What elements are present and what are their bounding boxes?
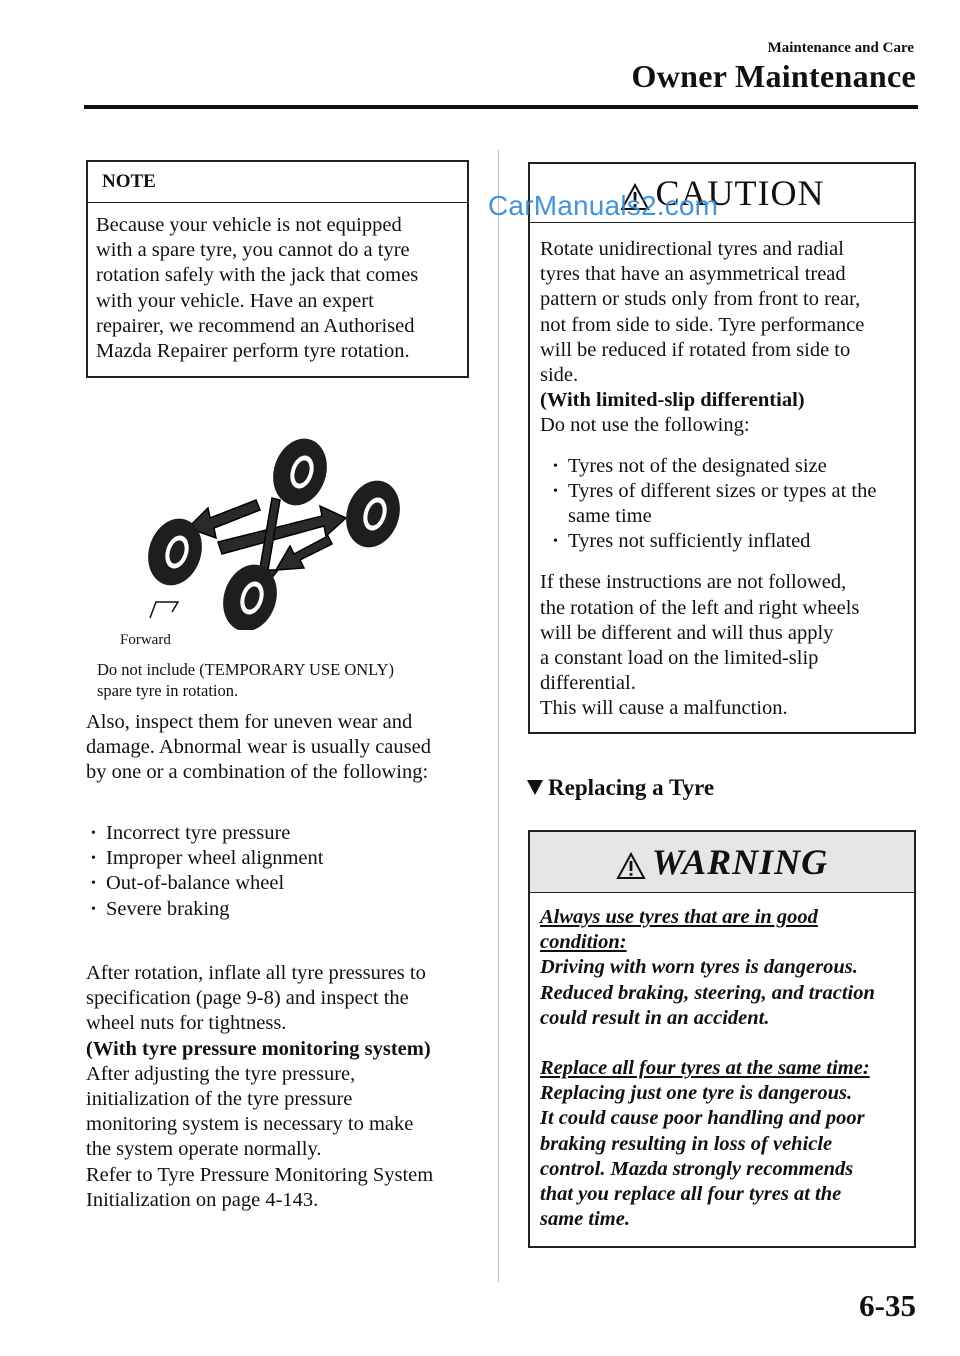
text-line: the rotation of the left and right wheels [540,596,860,619]
text-line: This will cause a malfunction. [540,697,788,720]
text-line: tyres that have an asymmetrical tread [540,263,846,286]
note-text [88,203,467,364]
note-label: NOTE [88,162,467,203]
list-item: • Out-of-balance wheel [86,871,323,896]
list-item-text: same time [568,505,652,528]
text-line: a constant load on the limited-slip [540,647,819,670]
text-line: Driving with worn tyres is dangerous. [540,956,858,979]
wear-causes-list [86,821,323,922]
after-rotation-text [86,961,433,1213]
text-line: could result in an accident. [540,1006,770,1029]
list-item: • Incorrect tyre pressure [86,821,323,846]
text-line: the system operate normally. [86,1138,322,1161]
tyre-rotation-illustration [110,430,410,630]
inspection-intro [86,710,431,786]
tyre-rear-right-icon [338,474,408,555]
caution-list [540,454,904,555]
column-divider [498,150,499,1282]
note-line: rotation safely with the jack that comes [96,264,419,287]
warning-title: WARNING [651,842,829,882]
text-line: side. [540,364,579,387]
note-box [86,160,469,378]
text-line: If these instructions are not followed, [540,571,847,594]
watermark: CarManuals2.com [488,190,719,221]
text-line: After rotation, inflate all tyre pressures to [86,962,426,984]
note-line: with a spare tyre, you cannot do a tyre [96,239,410,262]
caution-box [528,162,916,734]
tyre-rear-left-icon [215,558,285,630]
list-item: • Tyres not sufficiently inflated [548,529,904,554]
caution-body [530,223,914,722]
caption-line: Do not include (TEMPORARY USE ONLY) [97,660,395,679]
text-line: Refer to Tyre Pressure Monitoring System [86,1163,434,1186]
triangle-down-icon [526,778,544,796]
text-line: It could cause poor handling and poor [540,1107,865,1130]
page-title: Owner Maintenance [631,58,916,94]
text-line: monitoring system is necessary to make [86,1113,414,1136]
list-item-text: Tyres of different sizes or types at the [568,479,877,502]
text-line: Initialization on page 4-143. [86,1188,319,1211]
warning-body [530,893,914,1232]
tpms-heading: (With tyre pressure monitoring system) [86,1037,431,1060]
section-heading-text: Replacing a Tyre [548,775,715,800]
forward-label: Forward [120,632,171,648]
text-line: wheel nuts for tightness. [86,1012,287,1035]
list-item [548,479,904,529]
list-item: • Improper wheel alignment [86,846,323,871]
note-line: repairer, we recommend an Authorised [96,314,415,337]
page-number: 6-35 [859,1288,916,1323]
warning-subhead: Always use tyres that are in good [540,906,818,928]
text-line: initialization of the tyre pressure [86,1088,353,1111]
text-line: will be reduced if rotated from side to [540,338,851,361]
text-line: Reduced braking, steering, and traction [540,981,875,1004]
text-line: damage. Abnormal wear is usually caused [86,736,431,759]
section-heading [526,775,714,801]
note-line: Mazda Repairer perform tyre rotation. [96,340,410,363]
caption-line: spare tyre in rotation. [97,681,239,700]
text-line: specification (page 9-8) and inspect the [86,987,409,1010]
lsd-heading: (With limited-slip differential) [540,389,805,412]
text-line: Do not use the following: [540,414,750,437]
text-line: by one or a combination of the following: [86,761,429,784]
text-line: control. Mazda strongly recommends [540,1157,854,1180]
warning-box [528,830,916,1248]
text-line: Rotate unidirectional tyres and radial [540,238,844,260]
warning-header [530,832,914,893]
text-line: that you replace all four tyres at the [540,1183,842,1206]
note-line: with your vehicle. Have an expert [96,289,374,312]
text-line: After adjusting the tyre pressure, [86,1062,356,1085]
text-line: braking resulting in loss of vehicle [540,1132,833,1155]
header-rule [84,105,918,109]
warning-subhead: Replace all four tyres at the same time: [540,1057,870,1080]
warning-subhead: condition: [540,931,627,954]
note-line: Because your vehicle is not equipped [96,214,402,236]
section-label: Maintenance and Care [767,40,914,56]
caution-para2 [540,570,904,721]
caution-title: CAUTION [655,173,825,213]
text-line: Also, inspect them for uneven wear and [86,711,413,733]
text-line: same time. [540,1208,630,1231]
text-line: Replacing just one tyre is dangerous. [540,1082,853,1105]
text-line: will be different and will thus apply [540,621,834,644]
list-item: • Tyres not of the designated size [548,454,904,479]
forward-arrow-icon [150,602,178,618]
figure-caption [97,659,394,701]
list-item: • Severe braking [86,897,323,922]
text-line: not from side to side. Tyre performance [540,313,865,336]
text-line: differential. [540,672,636,695]
warning-triangle-icon [616,852,646,880]
text-line: pattern or studs only from front to rear, [540,288,861,311]
